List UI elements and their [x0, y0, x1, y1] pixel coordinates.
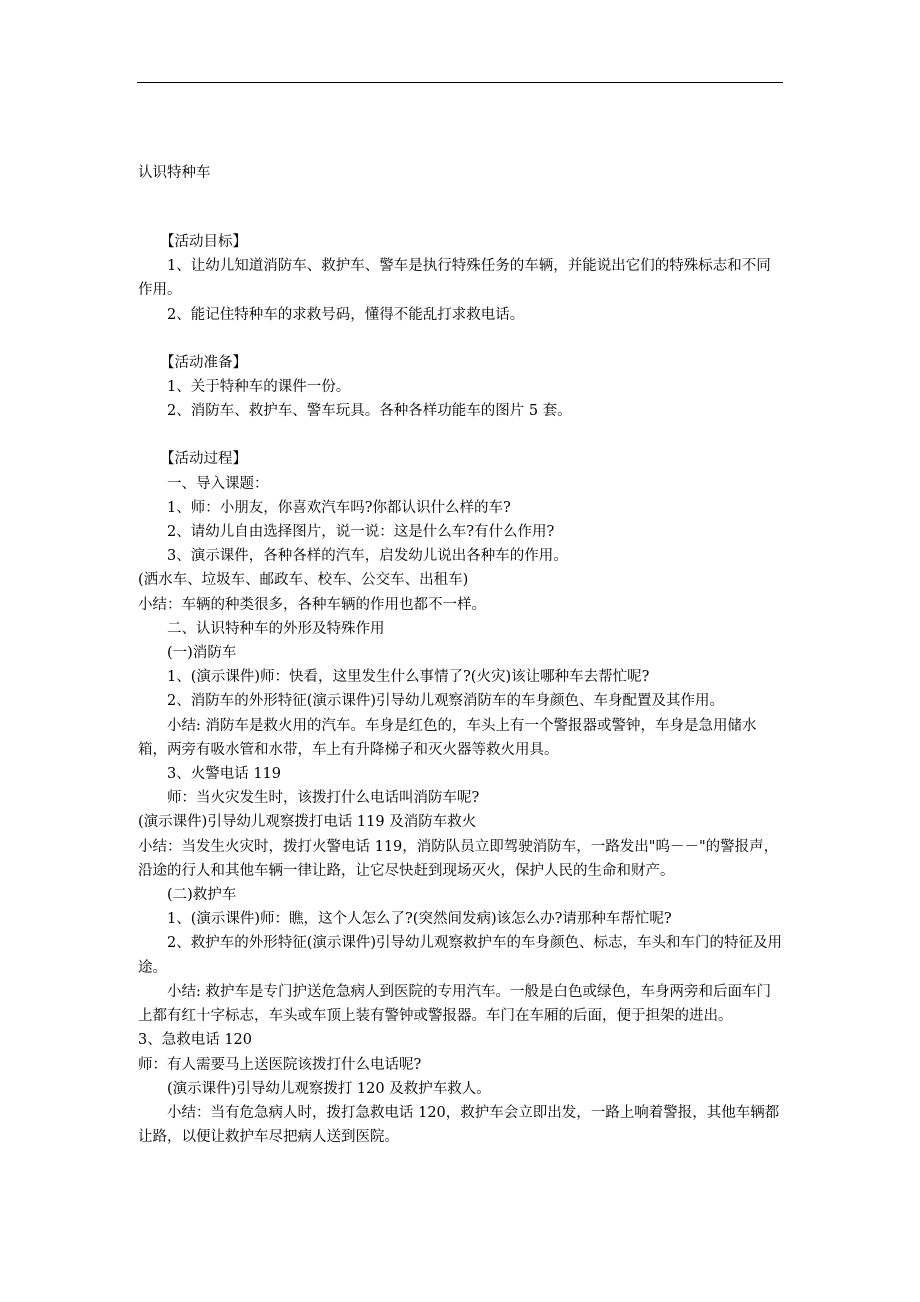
- paragraph: 1、关于特种车的课件一份。: [167, 379, 351, 396]
- paragraph: (演示课件)引导幼儿观察拨打 120 及救护车救人。: [167, 1080, 491, 1097]
- paragraph: 2、消防车、救护车、警车玩具。各种各样功能车的图片 5 套。: [167, 403, 572, 420]
- paragraph: 2、救护车的外形特征(演示课件)引导幼儿观察救护车的车身颜色、标志，车头和车门的特征及用途。: [138, 935, 783, 976]
- subheading-part-two: 二、认识特种车的外形及特殊作用: [167, 620, 385, 637]
- paragraph: 小结: 消防车是救火用的汽车。车身是红色的，车头上有一个警报器或警钟，车身是急用储水箱，两旁有吸水管和水带，车上有升降梯子和灭火器等救火用具。: [138, 717, 757, 758]
- spacer: [138, 423, 784, 447]
- paragraph: 3、急救电话 120: [138, 1032, 253, 1049]
- paragraph: 3、火警电话 119: [167, 766, 282, 783]
- header-rule: [137, 82, 783, 83]
- paragraph: 小结：当发生火灾时，拨打火警电话 119，消防队员立即驾驶消防车，一路发出"呜－－"的警报声，沿途的行人和其他车辆一律让路，让它尽快赶到现场灭火，保护人民的生命和财产。: [138, 838, 779, 879]
- paragraph: (演示课件)引导幼儿观察拨打电话 119 及消防车救火: [138, 814, 477, 831]
- paragraph: 2、能记住特种车的求救号码，懂得不能乱打求救电话。: [167, 306, 525, 323]
- paragraph: 2、消防车的外形特征(演示课件)引导幼儿观察消防车的车身颜色、车身配置及其作用。: [167, 693, 725, 710]
- subheading-fire-truck: (一)消防车: [167, 645, 237, 662]
- paragraph: 一、导入课题：: [167, 475, 269, 492]
- paragraph: 1、(演示课件)师：瞧，这个人怎么了?(突然间发病)该怎么办?请那种车帮忙呢?: [167, 911, 672, 928]
- paragraph: 师：当火灾发生时，该拨打什么电话叫消防车呢?: [167, 790, 480, 807]
- paragraph: 小结：车辆的种类很多，各种车辆的作用也都不一样。: [138, 596, 486, 613]
- spacer: [138, 327, 784, 351]
- subheading-ambulance: (二)救护车: [167, 887, 237, 904]
- document-body: [138, 230, 784, 1149]
- section-heading-goal: 【活动目标】: [160, 234, 247, 250]
- paragraph: 1、(演示课件)师：快看，这里发生什么事情了?(火灾)该让哪种车去帮忙呢?: [167, 669, 650, 686]
- paragraph: 师：有人需要马上送医院该拨打什么电话呢?: [138, 1056, 422, 1073]
- paragraph: 1、师：小朋友，你喜欢汽车吗?你都认识什么样的车?: [167, 499, 511, 516]
- paragraph: 2、请幼儿自由选择图片，说一说：这是什么车?有什么作用?: [167, 524, 555, 541]
- paragraph: 小结：当有危急病人时，拨打急救电话 120，救护车会立即出发，一路上响着警报，其他车辆都让路，以便让救护车尽把病人送到医院。: [138, 1104, 780, 1146]
- paragraph: (洒水车、垃圾车、邮政车、校车、公交车、出租车): [138, 572, 469, 589]
- section-heading-process: 【活动过程】: [160, 451, 247, 468]
- section-heading-prep: 【活动准备】: [160, 354, 247, 371]
- paragraph: 小结: 救护车是专门护送危急病人到医院的专用汽车。一般是白色或绿色，车身两旁和后面车门上都有红十字标志，车头或车顶上装有警钟或警报器。车门在车厢的后面，便于担架的进出。: [138, 983, 771, 1025]
- paragraph: 1、让幼儿知道消防车、救护车、警车是执行特殊任务的车辆，并能说出它们的特殊标志和不同作用。: [138, 258, 771, 299]
- document-title: 认识特种车: [138, 165, 211, 181]
- paragraph: 3、演示课件，各种各样的汽车，启发幼儿说出各种车的作用。: [167, 548, 568, 565]
